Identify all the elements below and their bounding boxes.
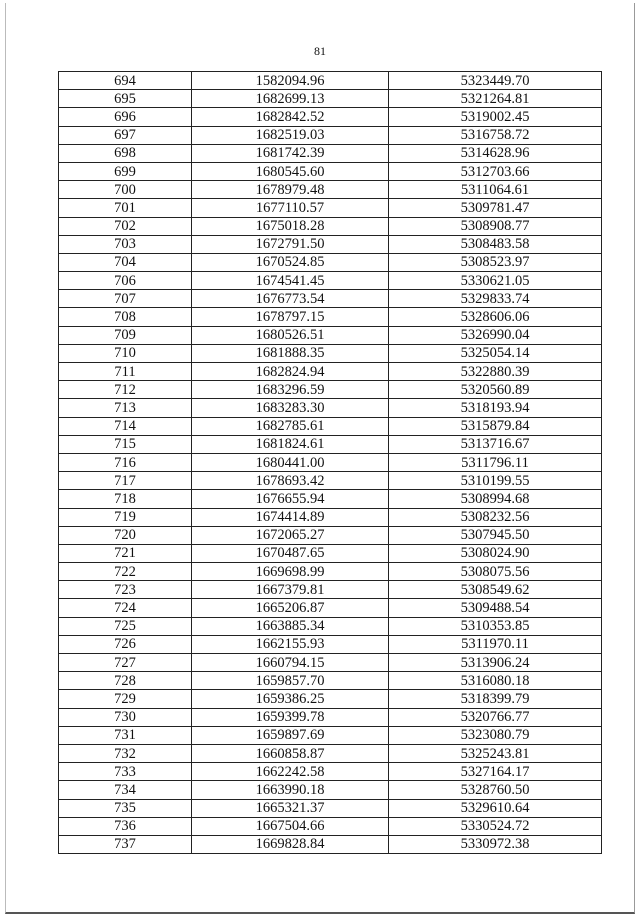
table-row bbox=[59, 90, 602, 108]
table-row bbox=[59, 763, 602, 781]
x-coordinate-cell: 1674414.89 bbox=[192, 508, 389, 526]
y-coordinate-cell: 5322880.39 bbox=[389, 363, 602, 381]
y-coordinate-cell: 5330524.72 bbox=[389, 817, 602, 835]
x-coordinate-cell: 1669828.84 bbox=[192, 835, 389, 853]
x-coordinate-cell: 1678693.42 bbox=[192, 472, 389, 490]
point-id-cell: 725 bbox=[59, 617, 192, 635]
table-row bbox=[59, 344, 602, 362]
point-id-cell: 720 bbox=[59, 526, 192, 544]
table-row bbox=[59, 526, 602, 544]
point-id-cell: 716 bbox=[59, 453, 192, 471]
point-id-cell: 734 bbox=[59, 781, 192, 799]
x-coordinate-cell: 1665321.37 bbox=[192, 799, 389, 817]
y-coordinate-cell: 5319002.45 bbox=[389, 108, 602, 126]
point-id-cell: 722 bbox=[59, 563, 192, 581]
point-id-cell: 736 bbox=[59, 817, 192, 835]
table-row bbox=[59, 272, 602, 290]
x-coordinate-cell: 1683283.30 bbox=[192, 399, 389, 417]
y-coordinate-cell: 5328606.06 bbox=[389, 308, 602, 326]
y-coordinate-cell: 5321264.81 bbox=[389, 90, 602, 108]
x-coordinate-cell: 1674541.45 bbox=[192, 272, 389, 290]
x-coordinate-cell: 1660794.15 bbox=[192, 654, 389, 672]
x-coordinate-cell: 1682519.03 bbox=[192, 126, 389, 144]
y-coordinate-cell: 5313716.67 bbox=[389, 435, 602, 453]
point-id-cell: 704 bbox=[59, 253, 192, 271]
y-coordinate-cell: 5308232.56 bbox=[389, 508, 602, 526]
table-row bbox=[59, 417, 602, 435]
y-coordinate-cell: 5318399.79 bbox=[389, 690, 602, 708]
y-coordinate-cell: 5327164.17 bbox=[389, 763, 602, 781]
point-id-cell: 701 bbox=[59, 199, 192, 217]
point-id-cell: 729 bbox=[59, 690, 192, 708]
x-coordinate-cell: 1681824.61 bbox=[192, 435, 389, 453]
table-row bbox=[59, 581, 602, 599]
x-coordinate-cell: 1659399.78 bbox=[192, 708, 389, 726]
y-coordinate-cell: 5325054.14 bbox=[389, 344, 602, 362]
x-coordinate-cell: 1663885.34 bbox=[192, 617, 389, 635]
y-coordinate-cell: 5318193.94 bbox=[389, 399, 602, 417]
x-coordinate-cell: 1682842.52 bbox=[192, 108, 389, 126]
y-coordinate-cell: 5308523.97 bbox=[389, 253, 602, 271]
table-row bbox=[59, 453, 602, 471]
table-row bbox=[59, 617, 602, 635]
x-coordinate-cell: 1680441.00 bbox=[192, 453, 389, 471]
x-coordinate-cell: 1683296.59 bbox=[192, 381, 389, 399]
x-coordinate-cell: 1672065.27 bbox=[192, 526, 389, 544]
y-coordinate-cell: 5320766.77 bbox=[389, 708, 602, 726]
x-coordinate-cell: 1682699.13 bbox=[192, 90, 389, 108]
y-coordinate-cell: 5309781.47 bbox=[389, 199, 602, 217]
point-id-cell: 731 bbox=[59, 726, 192, 744]
table-row bbox=[59, 381, 602, 399]
point-id-cell: 700 bbox=[59, 181, 192, 199]
y-coordinate-cell: 5320560.89 bbox=[389, 381, 602, 399]
y-coordinate-cell: 5314628.96 bbox=[389, 144, 602, 162]
table-row bbox=[59, 253, 602, 271]
table-row bbox=[59, 635, 602, 653]
table-row bbox=[59, 726, 602, 744]
x-coordinate-cell: 1663990.18 bbox=[192, 781, 389, 799]
y-coordinate-cell: 5307945.50 bbox=[389, 526, 602, 544]
x-coordinate-cell: 1681742.39 bbox=[192, 144, 389, 162]
point-id-cell: 724 bbox=[59, 599, 192, 617]
y-coordinate-cell: 5325243.81 bbox=[389, 744, 602, 762]
point-id-cell: 694 bbox=[59, 72, 192, 90]
table-row bbox=[59, 690, 602, 708]
point-id-cell: 728 bbox=[59, 672, 192, 690]
table-row bbox=[59, 290, 602, 308]
point-id-cell: 737 bbox=[59, 835, 192, 853]
point-id-cell: 708 bbox=[59, 308, 192, 326]
x-coordinate-cell: 1660858.87 bbox=[192, 744, 389, 762]
table-row bbox=[59, 144, 602, 162]
x-coordinate-cell: 1582094.96 bbox=[192, 72, 389, 90]
point-id-cell: 719 bbox=[59, 508, 192, 526]
point-id-cell: 698 bbox=[59, 144, 192, 162]
point-id-cell: 699 bbox=[59, 162, 192, 180]
point-id-cell: 732 bbox=[59, 744, 192, 762]
point-id-cell: 702 bbox=[59, 217, 192, 235]
point-id-cell: 695 bbox=[59, 90, 192, 108]
table-row bbox=[59, 654, 602, 672]
y-coordinate-cell: 5315879.84 bbox=[389, 417, 602, 435]
x-coordinate-cell: 1672791.50 bbox=[192, 235, 389, 253]
x-coordinate-cell: 1682824.94 bbox=[192, 363, 389, 381]
x-coordinate-cell: 1670524.85 bbox=[192, 253, 389, 271]
table-row bbox=[59, 835, 602, 853]
x-coordinate-cell: 1676773.54 bbox=[192, 290, 389, 308]
table-row bbox=[59, 781, 602, 799]
point-id-cell: 723 bbox=[59, 581, 192, 599]
table-row bbox=[59, 599, 602, 617]
point-id-cell: 697 bbox=[59, 126, 192, 144]
x-coordinate-cell: 1678979.48 bbox=[192, 181, 389, 199]
page-number: 81 bbox=[314, 44, 326, 58]
table-row bbox=[59, 508, 602, 526]
table-row bbox=[59, 326, 602, 344]
y-coordinate-cell: 5330621.05 bbox=[389, 272, 602, 290]
y-coordinate-cell: 5308483.58 bbox=[389, 235, 602, 253]
y-coordinate-cell: 5310353.85 bbox=[389, 617, 602, 635]
y-coordinate-cell: 5311796.11 bbox=[389, 453, 602, 471]
point-id-cell: 718 bbox=[59, 490, 192, 508]
x-coordinate-cell: 1681888.35 bbox=[192, 344, 389, 362]
point-id-cell: 733 bbox=[59, 763, 192, 781]
y-coordinate-cell: 5308024.90 bbox=[389, 544, 602, 562]
x-coordinate-cell: 1667379.81 bbox=[192, 581, 389, 599]
table-row bbox=[59, 544, 602, 562]
table-row bbox=[59, 217, 602, 235]
y-coordinate-cell: 5323449.70 bbox=[389, 72, 602, 90]
x-coordinate-cell: 1677110.57 bbox=[192, 199, 389, 217]
point-id-cell: 726 bbox=[59, 635, 192, 653]
table-row bbox=[59, 72, 602, 90]
table-row bbox=[59, 199, 602, 217]
y-coordinate-cell: 5308075.56 bbox=[389, 563, 602, 581]
table-row bbox=[59, 162, 602, 180]
point-id-cell: 706 bbox=[59, 272, 192, 290]
y-coordinate-cell: 5329610.64 bbox=[389, 799, 602, 817]
table-row bbox=[59, 817, 602, 835]
table-row bbox=[59, 744, 602, 762]
point-id-cell: 711 bbox=[59, 363, 192, 381]
point-id-cell: 707 bbox=[59, 290, 192, 308]
coordinates-table bbox=[58, 71, 602, 854]
x-coordinate-cell: 1682785.61 bbox=[192, 417, 389, 435]
x-coordinate-cell: 1680526.51 bbox=[192, 326, 389, 344]
y-coordinate-cell: 5308994.68 bbox=[389, 490, 602, 508]
point-id-cell: 714 bbox=[59, 417, 192, 435]
table-row bbox=[59, 563, 602, 581]
y-coordinate-cell: 5308908.77 bbox=[389, 217, 602, 235]
point-id-cell: 696 bbox=[59, 108, 192, 126]
x-coordinate-cell: 1670487.65 bbox=[192, 544, 389, 562]
x-coordinate-cell: 1659386.25 bbox=[192, 690, 389, 708]
y-coordinate-cell: 5330972.38 bbox=[389, 835, 602, 853]
point-id-cell: 703 bbox=[59, 235, 192, 253]
y-coordinate-cell: 5323080.79 bbox=[389, 726, 602, 744]
point-id-cell: 715 bbox=[59, 435, 192, 453]
table-row bbox=[59, 799, 602, 817]
y-coordinate-cell: 5326990.04 bbox=[389, 326, 602, 344]
table-row bbox=[59, 490, 602, 508]
y-coordinate-cell: 5310199.55 bbox=[389, 472, 602, 490]
table-row bbox=[59, 108, 602, 126]
table-row bbox=[59, 399, 602, 417]
table-row bbox=[59, 435, 602, 453]
table-row bbox=[59, 472, 602, 490]
point-id-cell: 709 bbox=[59, 326, 192, 344]
x-coordinate-cell: 1667504.66 bbox=[192, 817, 389, 835]
x-coordinate-cell: 1678797.15 bbox=[192, 308, 389, 326]
table-row bbox=[59, 308, 602, 326]
point-id-cell: 717 bbox=[59, 472, 192, 490]
table-row bbox=[59, 672, 602, 690]
point-id-cell: 712 bbox=[59, 381, 192, 399]
y-coordinate-cell: 5316080.18 bbox=[389, 672, 602, 690]
coordinates-table-body bbox=[59, 72, 602, 854]
point-id-cell: 710 bbox=[59, 344, 192, 362]
x-coordinate-cell: 1659857.70 bbox=[192, 672, 389, 690]
table-row bbox=[59, 235, 602, 253]
table-row bbox=[59, 126, 602, 144]
x-coordinate-cell: 1662242.58 bbox=[192, 763, 389, 781]
point-id-cell: 721 bbox=[59, 544, 192, 562]
y-coordinate-cell: 5313906.24 bbox=[389, 654, 602, 672]
y-coordinate-cell: 5311970.11 bbox=[389, 635, 602, 653]
y-coordinate-cell: 5308549.62 bbox=[389, 581, 602, 599]
x-coordinate-cell: 1662155.93 bbox=[192, 635, 389, 653]
y-coordinate-cell: 5328760.50 bbox=[389, 781, 602, 799]
x-coordinate-cell: 1680545.60 bbox=[192, 162, 389, 180]
x-coordinate-cell: 1676655.94 bbox=[192, 490, 389, 508]
point-id-cell: 713 bbox=[59, 399, 192, 417]
table-row bbox=[59, 708, 602, 726]
x-coordinate-cell: 1675018.28 bbox=[192, 217, 389, 235]
x-coordinate-cell: 1669698.99 bbox=[192, 563, 389, 581]
y-coordinate-cell: 5312703.66 bbox=[389, 162, 602, 180]
y-coordinate-cell: 5329833.74 bbox=[389, 290, 602, 308]
point-id-cell: 735 bbox=[59, 799, 192, 817]
table-row bbox=[59, 181, 602, 199]
y-coordinate-cell: 5309488.54 bbox=[389, 599, 602, 617]
y-coordinate-cell: 5311064.61 bbox=[389, 181, 602, 199]
point-id-cell: 730 bbox=[59, 708, 192, 726]
table-row bbox=[59, 363, 602, 381]
x-coordinate-cell: 1665206.87 bbox=[192, 599, 389, 617]
x-coordinate-cell: 1659897.69 bbox=[192, 726, 389, 744]
y-coordinate-cell: 5316758.72 bbox=[389, 126, 602, 144]
point-id-cell: 727 bbox=[59, 654, 192, 672]
